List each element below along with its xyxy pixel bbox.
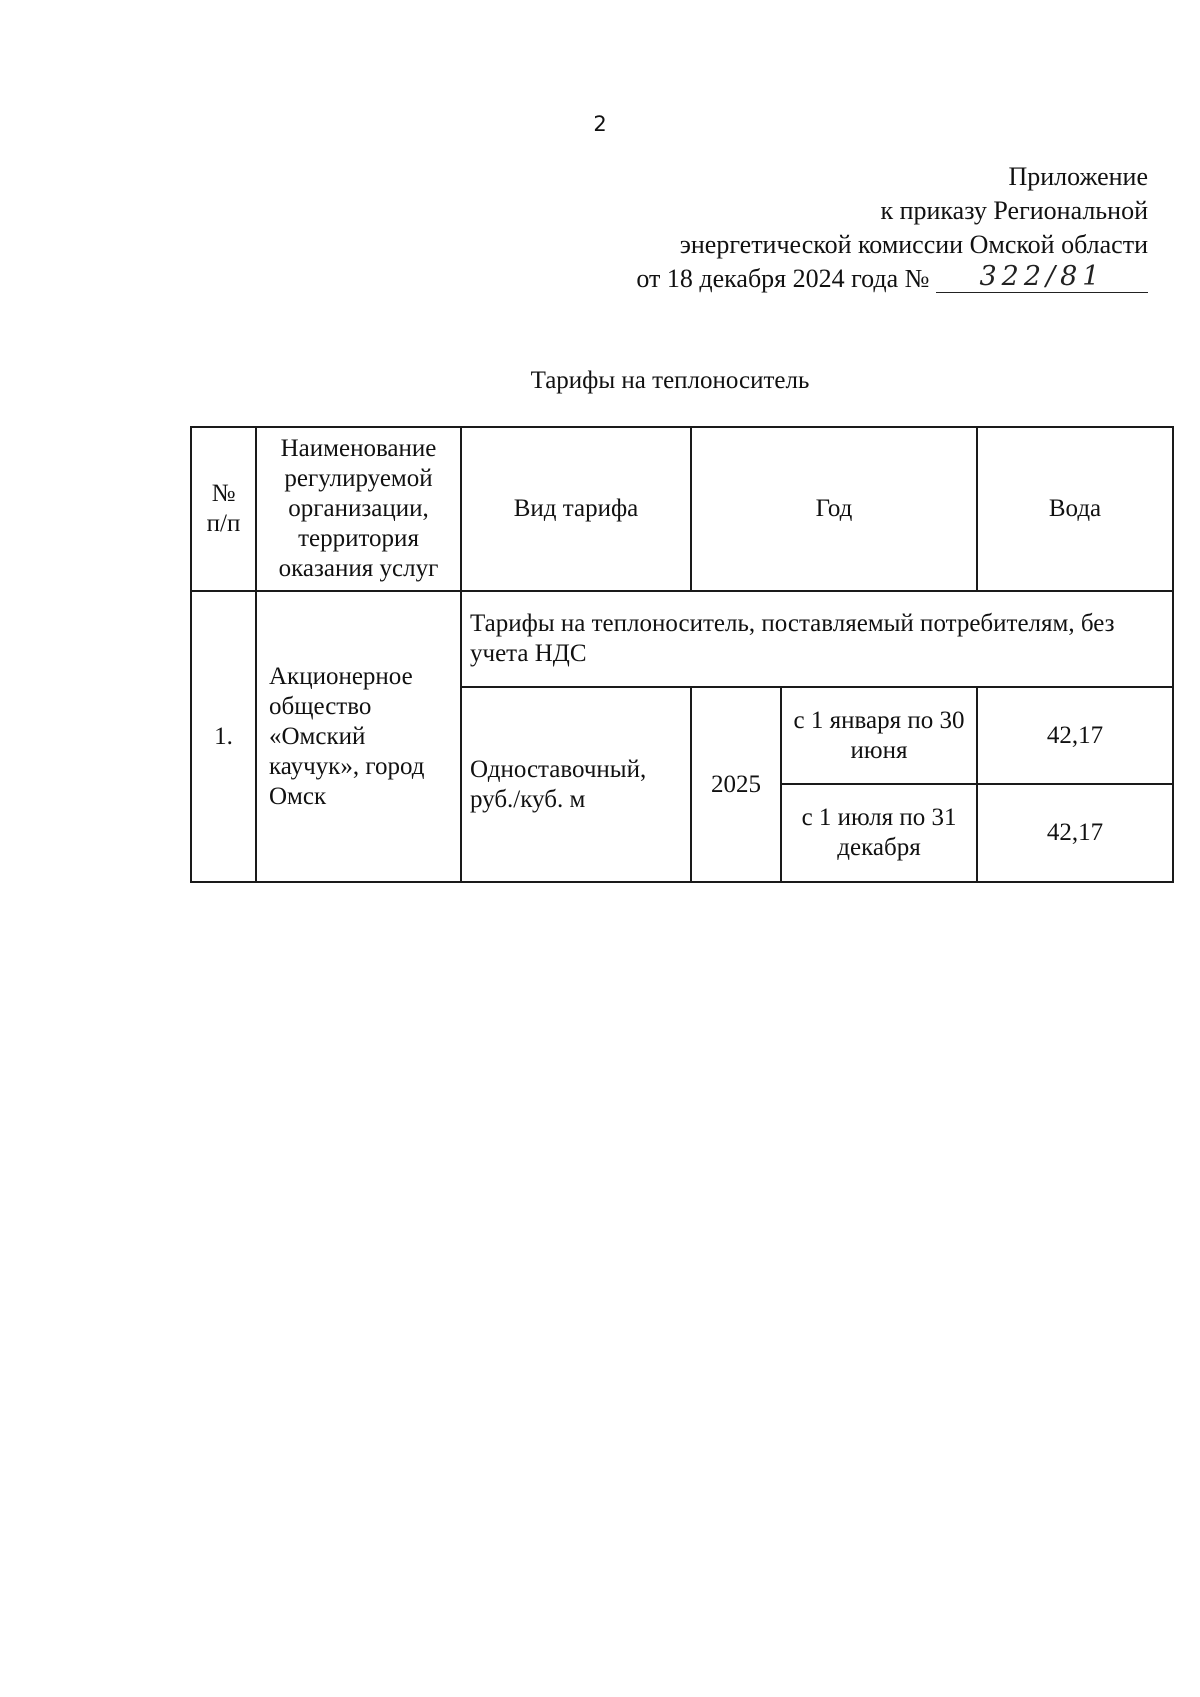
header-type: Вид тарифа [461, 427, 691, 591]
cell-water-value: 42,17 [977, 687, 1173, 784]
appendix-line-1: Приложение [1008, 162, 1148, 191]
appendix-block [636, 160, 1148, 296]
cell-tariff-type: Одноставочный, руб./куб. м [461, 687, 691, 882]
tariff-table [190, 426, 1174, 883]
header-num: № п/п [191, 427, 256, 591]
document-title: Тарифы на теплоноситель [530, 367, 810, 394]
table-header-row [191, 427, 1173, 591]
order-number-field [936, 262, 1148, 293]
header-org: Наименование регулируемой организации, территория оказания услуг [256, 427, 461, 591]
appendix-line-3: энергетической комиссии Омской области [679, 230, 1148, 259]
cell-period: с 1 января по 30 июня [781, 687, 977, 784]
table-row [191, 591, 1173, 687]
order-number-handwritten: 322/81 [979, 261, 1105, 292]
cell-section-label: Тарифы на теплоноситель, поставляемый потребителям, без учета НДС [461, 591, 1173, 687]
page-number: 2 [593, 112, 607, 136]
cell-water-value: 42,17 [977, 784, 1173, 882]
cell-year: 2025 [691, 687, 781, 882]
appendix-line-2: к приказу Региональной [880, 196, 1148, 225]
cell-org: Акционерное общество «Омский каучук», город Омск [256, 591, 461, 882]
order-date: от 18 декабря 2024 года № [636, 264, 930, 293]
header-year: Год [691, 427, 977, 591]
header-water: Вода [977, 427, 1173, 591]
appendix-line-4 [636, 262, 1148, 296]
cell-period: с 1 июля по 31 декабря [781, 784, 977, 882]
cell-num: 1. [191, 591, 256, 882]
